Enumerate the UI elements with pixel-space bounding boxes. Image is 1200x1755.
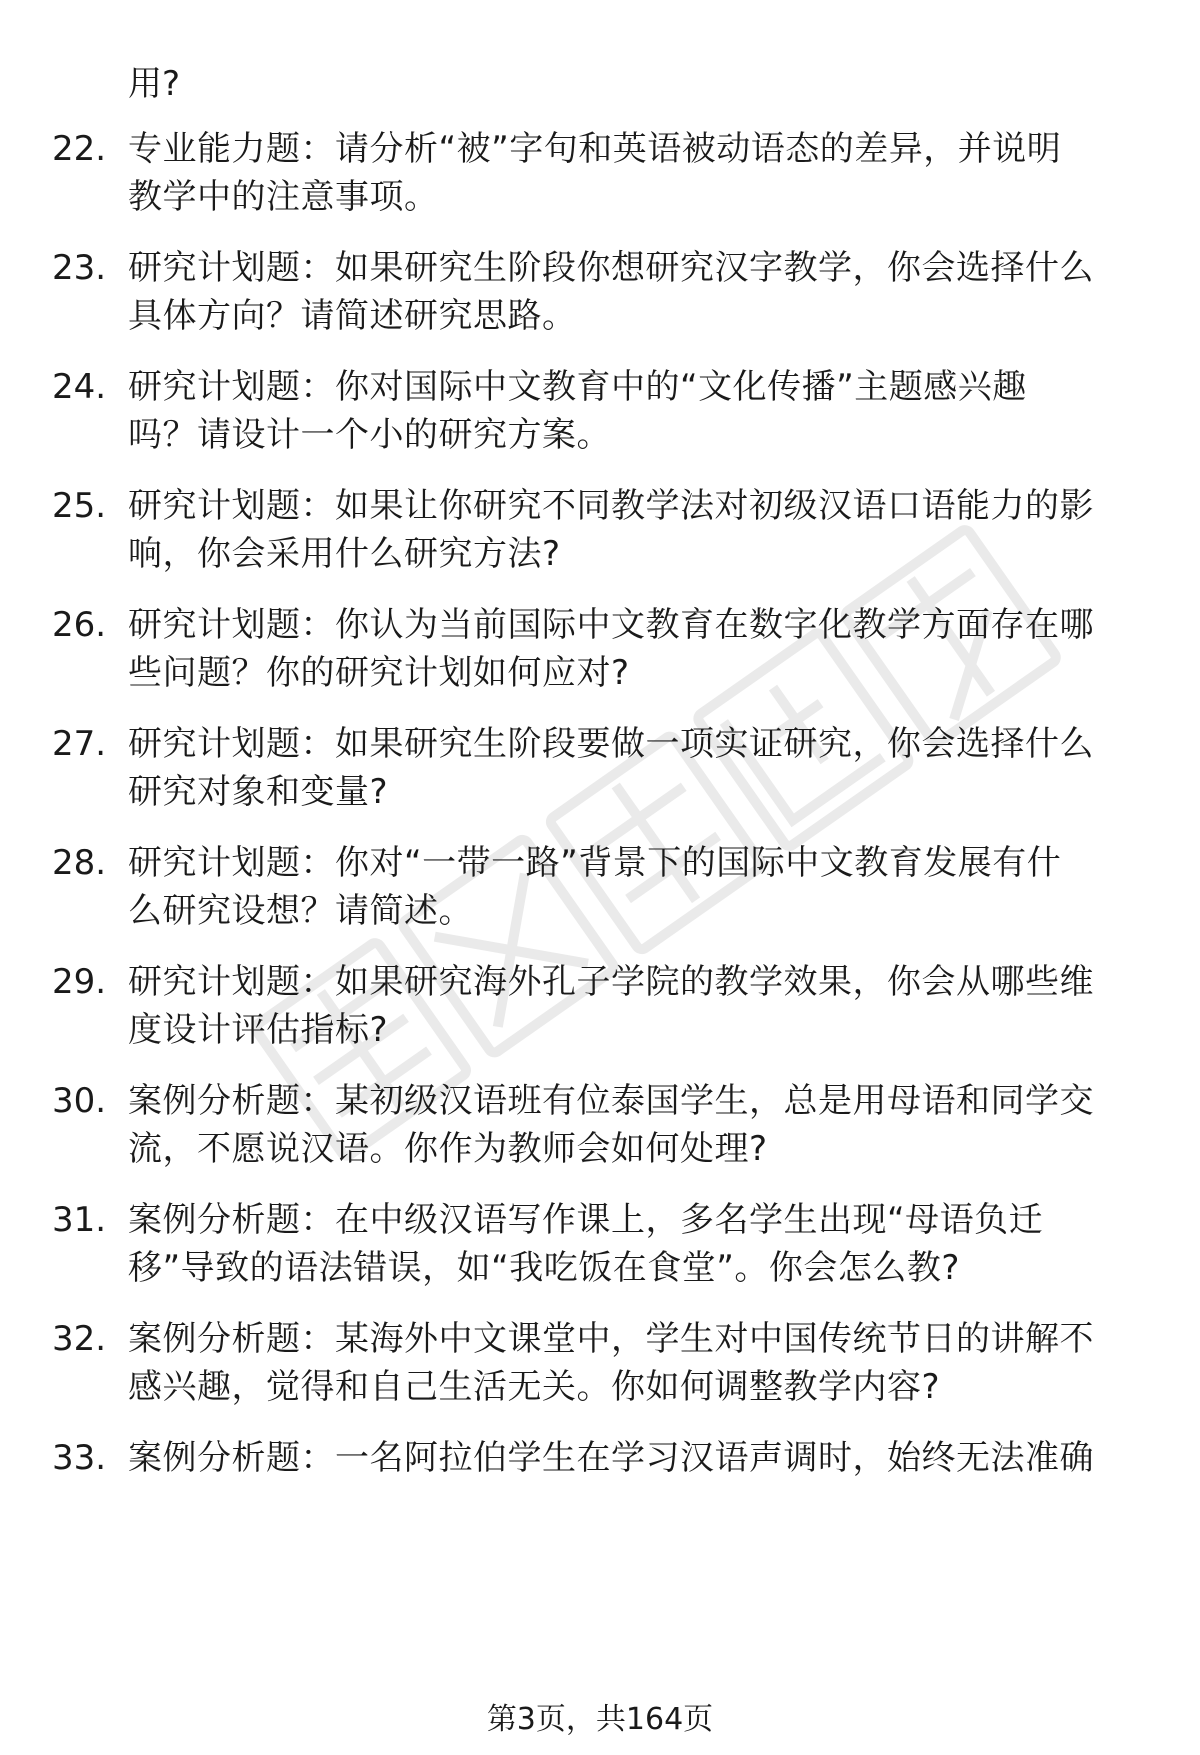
question-line: 案例分析题：某初级汉语班有位泰国学生，总是用母语和同学交 bbox=[128, 1081, 1094, 1121]
question-text bbox=[128, 1434, 1138, 1482]
question-line: 研究计划题：你对“一带一路”背景下的国际中文教育发展有什 bbox=[128, 843, 1062, 883]
question-line: 研究计划题：如果研究海外孔子学院的教学效果，你会从哪些维 bbox=[128, 962, 1094, 1002]
question-line: 么研究设想？请简述。 bbox=[128, 891, 473, 931]
question-text bbox=[128, 125, 1138, 221]
question-line: 感兴趣，觉得和自己生活无关。你如何调整教学内容? bbox=[128, 1367, 941, 1407]
question-text bbox=[128, 363, 1138, 459]
question-line: 研究计划题：你对国际中文教育中的“文化传播”主题感兴趣 bbox=[128, 367, 1027, 407]
question-text bbox=[128, 1315, 1138, 1411]
question-line: 专业能力题：请分析“被”字句和英语被动语态的差异，并说明 bbox=[128, 129, 1062, 169]
question-line: 些问题？你的研究计划如何应对? bbox=[128, 653, 630, 693]
question-line: 研究计划题：如果让你研究不同教学法对初级汉语口语能力的影 bbox=[128, 486, 1094, 526]
question-line: 度设计评估指标? bbox=[128, 1010, 389, 1050]
question-text bbox=[128, 1196, 1138, 1292]
question-text bbox=[128, 839, 1138, 935]
question-number: 22. bbox=[52, 129, 107, 169]
question-text bbox=[128, 601, 1138, 697]
question-number: 24. bbox=[52, 367, 107, 407]
question-line: 研究计划题：如果研究生阶段你想研究汉字教学，你会选择什么 bbox=[128, 248, 1094, 288]
question-line: 案例分析题：一名阿拉伯学生在学习汉语声调时，始终无法准确 bbox=[128, 1438, 1094, 1478]
question-text bbox=[128, 1077, 1138, 1173]
question-line: 案例分析题：在中级汉语写作课上，多名学生出现“母语负迁 bbox=[128, 1200, 1044, 1240]
question-number: 26. bbox=[52, 605, 107, 645]
question-number: 23. bbox=[52, 248, 107, 288]
question-number: 28. bbox=[52, 843, 107, 883]
continuation-text: 用? bbox=[128, 64, 181, 104]
question-line: 案例分析题：某海外中文课堂中，学生对中国传统节日的讲解不 bbox=[128, 1319, 1094, 1359]
question-number: 27. bbox=[52, 724, 107, 764]
question-number: 31. bbox=[52, 1200, 107, 1240]
question-line: 研究对象和变量? bbox=[128, 772, 389, 812]
question-text bbox=[128, 482, 1138, 578]
question-number: 25. bbox=[52, 486, 107, 526]
question-line: 流，不愿说汉语。你作为教师会如何处理? bbox=[128, 1129, 768, 1169]
question-number: 33. bbox=[52, 1438, 107, 1478]
question-number: 29. bbox=[52, 962, 107, 1002]
question-line: 具体方向？请简述研究思路。 bbox=[128, 296, 577, 336]
question-line: 吗？请设计一个小的研究方案。 bbox=[128, 415, 611, 455]
question-line: 教学中的注意事项。 bbox=[128, 177, 439, 217]
question-text bbox=[128, 958, 1138, 1054]
question-line: 响，你会采用什么研究方法? bbox=[128, 534, 561, 574]
question-number: 30. bbox=[52, 1081, 107, 1121]
page-footer: 第3页，共164页 bbox=[486, 1702, 714, 1737]
question-line: 研究计划题：如果研究生阶段要做一项实证研究，你会选择什么 bbox=[128, 724, 1094, 764]
question-text bbox=[128, 720, 1138, 816]
question-text bbox=[128, 244, 1138, 340]
question-number: 32. bbox=[52, 1319, 107, 1359]
question-line: 移”导致的语法错误，如“我吃饭在食堂”。你会怎么教? bbox=[128, 1248, 960, 1288]
question-line: 研究计划题：你认为当前国际中文教育在数字化教学方面存在哪 bbox=[128, 605, 1094, 645]
